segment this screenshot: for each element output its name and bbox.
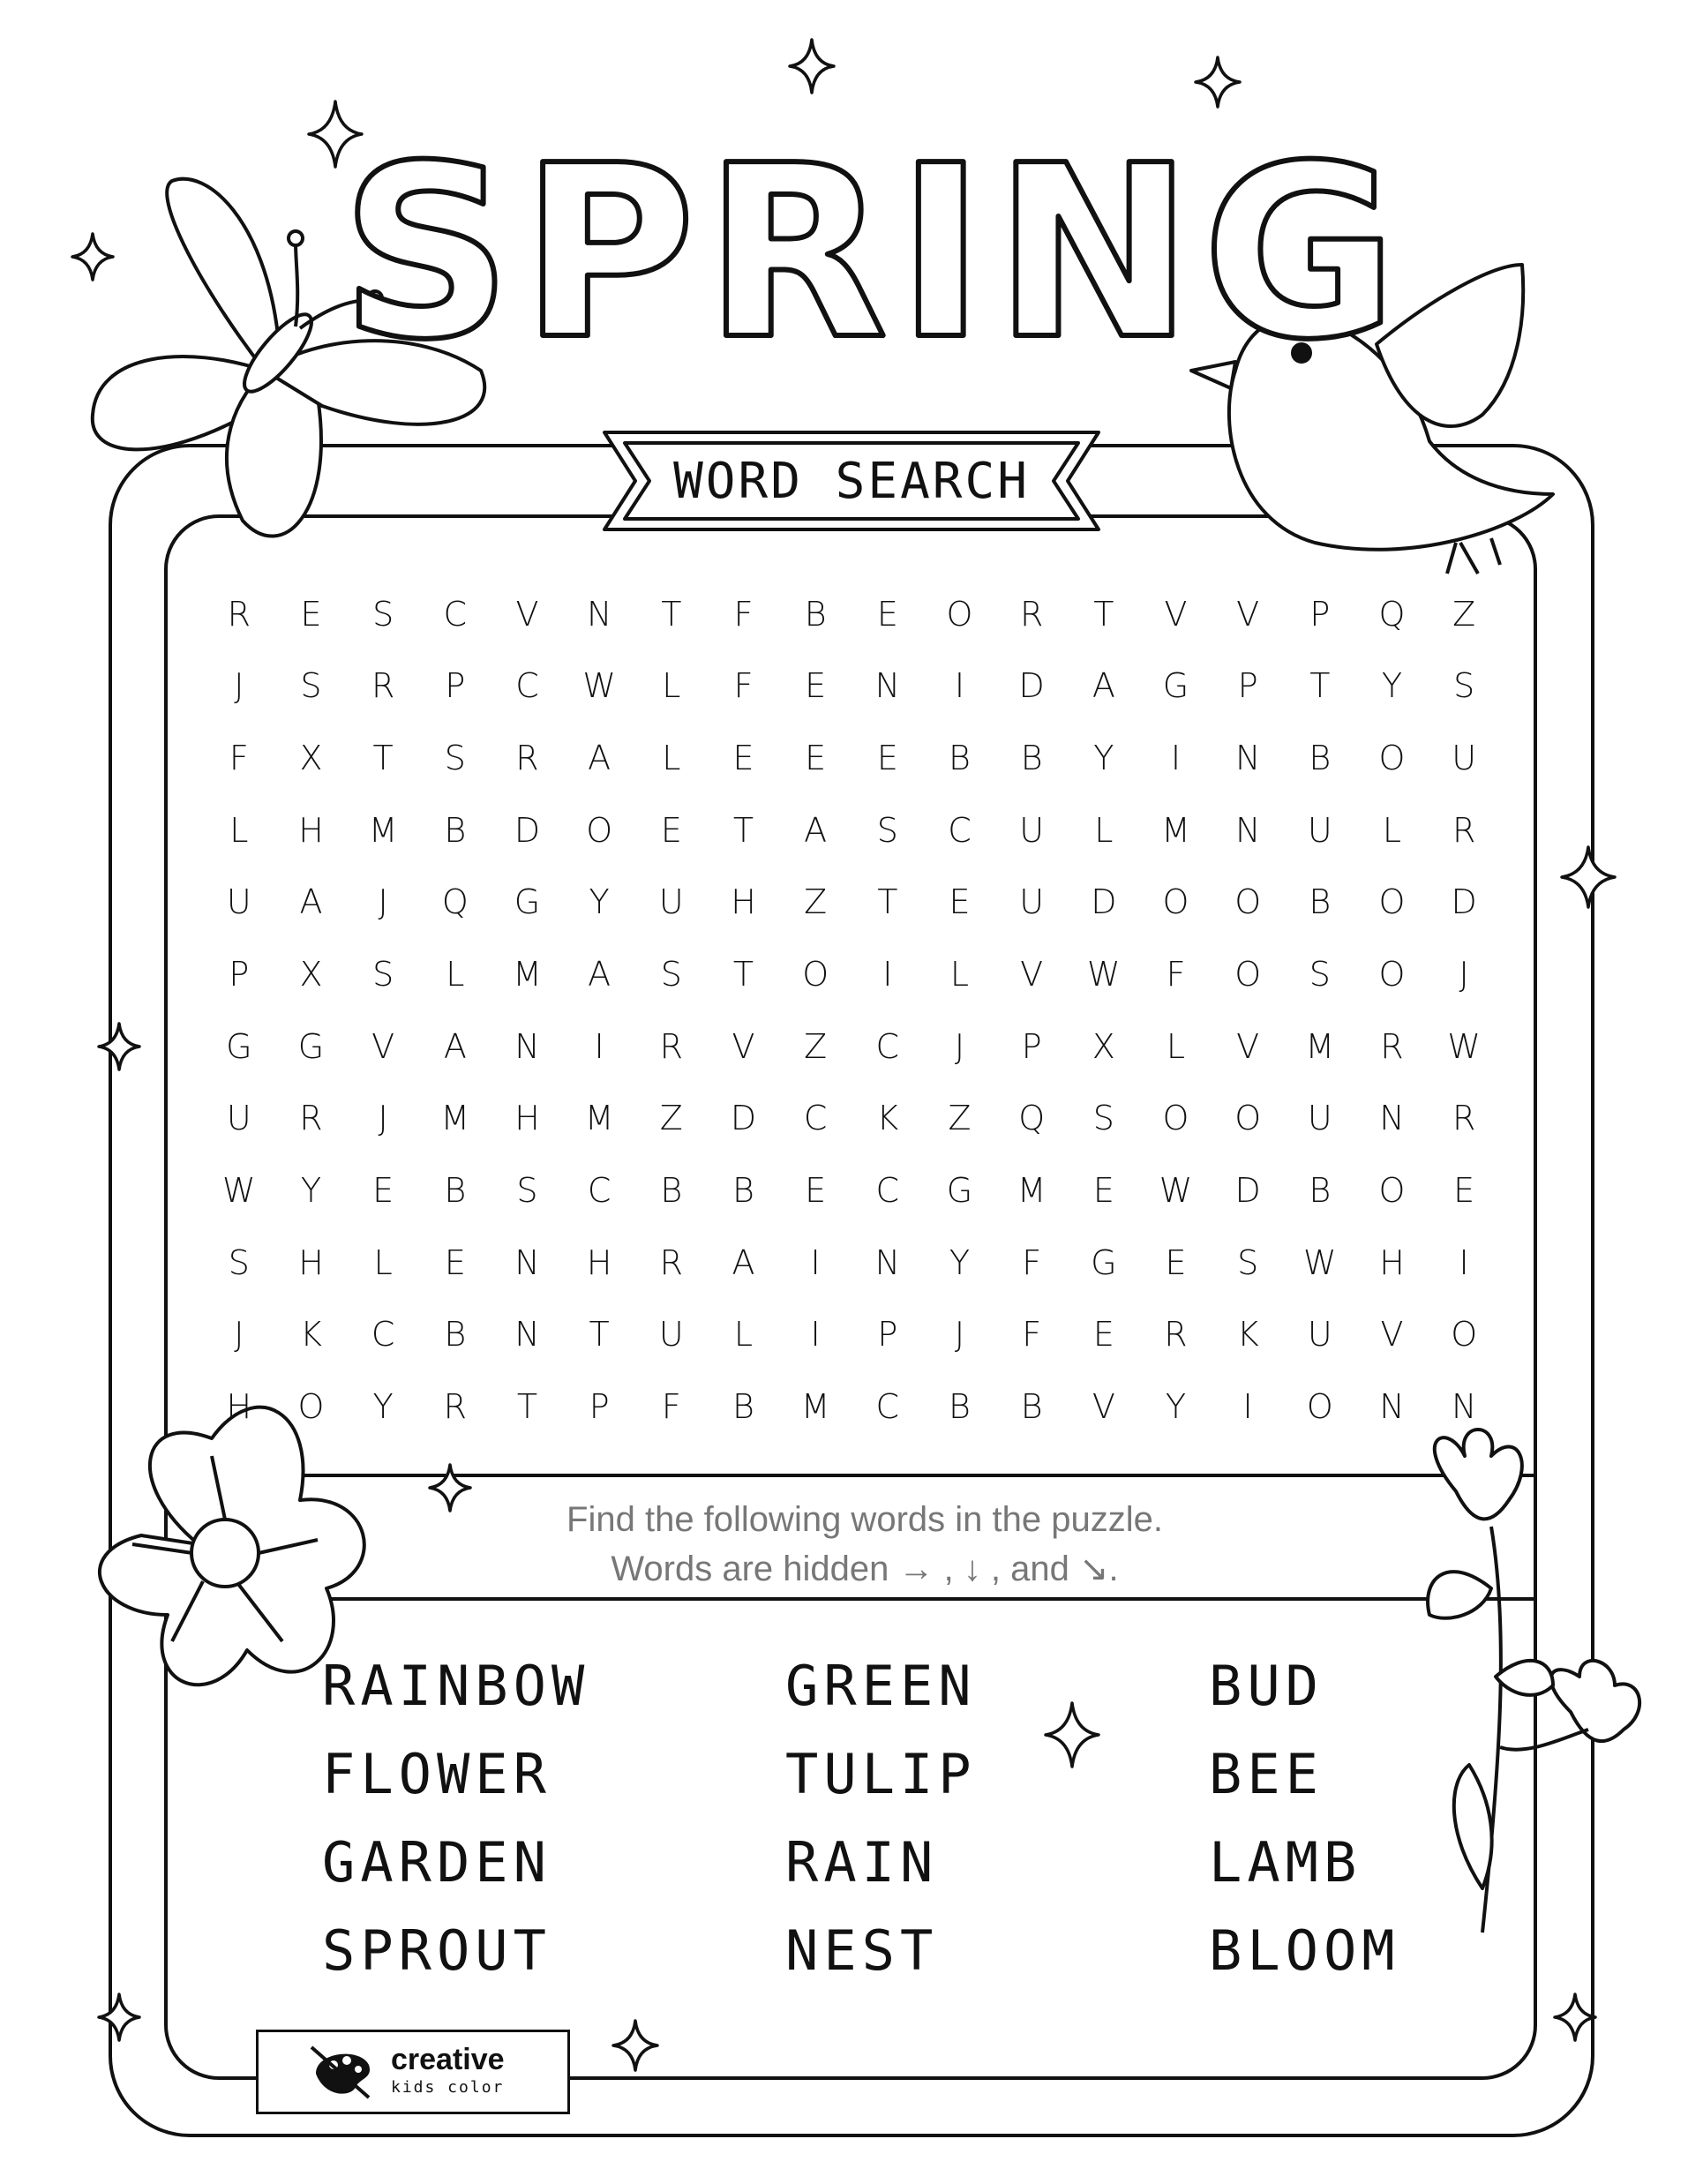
grid-cell[interactable]: B: [804, 594, 827, 634]
grid-cell[interactable]: O: [1234, 1099, 1262, 1138]
grid-cell[interactable]: F: [1166, 955, 1186, 994]
grid-cell[interactable]: H: [586, 1242, 612, 1282]
palette-icon: [307, 2043, 378, 2101]
grid-cell[interactable]: U: [226, 882, 251, 922]
grid-cell[interactable]: A: [443, 1026, 467, 1066]
grid-cell[interactable]: J: [954, 1026, 965, 1066]
grid-cell[interactable]: H: [731, 882, 756, 922]
grid-cell[interactable]: M: [1017, 1171, 1047, 1211]
grid-cell[interactable]: S: [1309, 955, 1331, 994]
grid-cell[interactable]: A: [731, 1242, 755, 1282]
grid-cell[interactable]: B: [660, 1171, 683, 1211]
grid-cell[interactable]: N: [1379, 1099, 1405, 1138]
grid-cell[interactable]: I: [810, 1242, 821, 1282]
grid-cell[interactable]: D: [1091, 882, 1117, 922]
grid-cell[interactable]: P: [229, 955, 250, 994]
grid-cell[interactable]: D: [514, 810, 541, 850]
word-list: [322, 1641, 1469, 1994]
grid-cell[interactable]: Y: [949, 1242, 971, 1282]
word-list-item: LAMB: [1209, 1829, 1362, 1895]
grid-cell[interactable]: R: [659, 1242, 684, 1282]
grid-cell[interactable]: X: [299, 739, 323, 778]
grid-cell[interactable]: R: [515, 739, 539, 778]
grid-cell[interactable]: F: [661, 1387, 681, 1427]
grid-cell[interactable]: C: [875, 1387, 900, 1427]
grid-cell[interactable]: S: [1237, 1242, 1259, 1282]
grid-cell[interactable]: T: [1093, 594, 1114, 634]
grid-cell[interactable]: S: [1092, 1099, 1114, 1138]
grid-cell[interactable]: L: [733, 1315, 754, 1355]
grid-cell[interactable]: N: [874, 1242, 901, 1282]
grid-cell[interactable]: Z: [948, 1099, 972, 1138]
grid-cell[interactable]: W: [222, 1171, 256, 1211]
grid-cell[interactable]: S: [444, 739, 466, 778]
grid-cell[interactable]: P: [1021, 1026, 1042, 1066]
grid-cell[interactable]: Z: [1452, 594, 1476, 634]
grid-cell[interactable]: G: [226, 1026, 252, 1066]
grid-cell[interactable]: I: [1459, 1242, 1469, 1282]
grid-cell[interactable]: S: [372, 955, 394, 994]
grid-cell[interactable]: O: [1378, 955, 1406, 994]
word-list-item: RAINBOW: [322, 1653, 590, 1718]
grid-cell[interactable]: O: [1378, 882, 1406, 922]
grid-cell[interactable]: Y: [1093, 739, 1114, 778]
grid-cell[interactable]: L: [1382, 810, 1402, 850]
grid-cell[interactable]: O: [1162, 1099, 1189, 1138]
grid-cell[interactable]: P: [1309, 594, 1331, 634]
grid-cell[interactable]: C: [948, 810, 972, 850]
grid-cell[interactable]: L: [1166, 1026, 1186, 1066]
grid-cell[interactable]: D: [1234, 1171, 1261, 1211]
grid-cell[interactable]: B: [444, 1315, 467, 1355]
grid-cell[interactable]: J: [234, 666, 244, 706]
grid-cell[interactable]: M: [513, 955, 542, 994]
grid-cell[interactable]: V: [1164, 594, 1188, 634]
grid-cell[interactable]: N: [514, 1242, 540, 1282]
grid-cell[interactable]: J: [1459, 955, 1469, 994]
grid-cell[interactable]: O: [1306, 1387, 1333, 1427]
grid-cell[interactable]: A: [588, 955, 611, 994]
word-search-grid: [203, 578, 1500, 1443]
grid-cell[interactable]: G: [1091, 1242, 1117, 1282]
grid-cell[interactable]: L: [662, 739, 681, 778]
page-title: [326, 115, 1421, 379]
grid-cell[interactable]: B: [732, 1171, 754, 1211]
grid-cell[interactable]: M: [1161, 810, 1190, 850]
grid-cell[interactable]: Y: [589, 882, 610, 922]
grid-cell[interactable]: P: [589, 1387, 610, 1427]
grid-cell[interactable]: V: [731, 1026, 755, 1066]
grid-cell[interactable]: B: [444, 810, 467, 850]
grid-cell[interactable]: G: [946, 1171, 973, 1211]
grid-cell[interactable]: B: [1309, 882, 1332, 922]
word-list-item: BEE: [1209, 1741, 1324, 1806]
grid-cell[interactable]: A: [1092, 666, 1115, 706]
grid-cell[interactable]: O: [1378, 1171, 1406, 1211]
grid-cell[interactable]: X: [1092, 1026, 1115, 1066]
word-list-item: SPROUT: [322, 1918, 551, 1983]
grid-cell[interactable]: L: [1094, 810, 1114, 850]
grid-cell[interactable]: Z: [804, 882, 828, 922]
grid-cell[interactable]: S: [1453, 666, 1475, 706]
grid-cell[interactable]: Q: [441, 882, 469, 922]
grid-cell[interactable]: T: [732, 955, 754, 994]
grid-cell[interactable]: O: [946, 594, 973, 634]
grid-cell[interactable]: T: [589, 1315, 610, 1355]
grid-cell[interactable]: E: [805, 739, 827, 778]
grid-cell[interactable]: O: [1162, 882, 1189, 922]
grid-cell[interactable]: R: [299, 1099, 323, 1138]
grid-cell[interactable]: T: [516, 1387, 538, 1427]
brand-logo: [256, 2030, 570, 2114]
grid-cell[interactable]: F: [733, 594, 754, 634]
grid-cell[interactable]: B: [1020, 739, 1043, 778]
grid-cell[interactable]: P: [1237, 666, 1258, 706]
grid-cell[interactable]: I: [810, 1315, 821, 1355]
grid-cell[interactable]: V: [1020, 955, 1044, 994]
grid-cell[interactable]: D: [730, 1099, 757, 1138]
grid-cell[interactable]: O: [1234, 955, 1262, 994]
grid-cell[interactable]: O: [1234, 882, 1262, 922]
grid-cell[interactable]: E: [876, 739, 898, 778]
grid-cell[interactable]: H: [226, 1387, 252, 1427]
grid-cell[interactable]: V: [1236, 594, 1260, 634]
grid-cell[interactable]: E: [876, 594, 898, 634]
grid-cell[interactable]: A: [299, 882, 323, 922]
grid-cell[interactable]: H: [1379, 1242, 1405, 1282]
grid-cell[interactable]: H: [298, 1242, 324, 1282]
grid-cell[interactable]: K: [876, 1099, 899, 1138]
word-list-item: GREEN: [785, 1653, 977, 1718]
grid-cell[interactable]: N: [586, 594, 612, 634]
grid-cell[interactable]: C: [371, 1315, 395, 1355]
grid-cell[interactable]: Q: [1378, 594, 1406, 634]
grid-cell[interactable]: L: [662, 666, 681, 706]
grid-cell[interactable]: G: [297, 1026, 325, 1066]
grid-cell[interactable]: P: [877, 1315, 898, 1355]
grid-cell[interactable]: N: [1234, 810, 1261, 850]
grid-cell[interactable]: T: [1309, 666, 1331, 706]
grid-cell[interactable]: M: [584, 1099, 614, 1138]
grid-cell[interactable]: T: [661, 594, 682, 634]
logo-subtext: kids color: [391, 2078, 505, 2097]
grid-cell[interactable]: O: [802, 955, 829, 994]
grid-cell[interactable]: I: [1242, 1387, 1253, 1427]
grid-cell[interactable]: Y: [1165, 1387, 1187, 1427]
grid-cell[interactable]: B: [732, 1387, 754, 1427]
grid-cell[interactable]: S: [876, 810, 898, 850]
grid-cell[interactable]: T: [877, 882, 898, 922]
grid-cell[interactable]: O: [586, 810, 613, 850]
grid-cell[interactable]: M: [368, 810, 398, 850]
grid-cell[interactable]: C: [875, 1026, 900, 1066]
grid-cell[interactable]: M: [440, 1099, 470, 1138]
grid-cell[interactable]: C: [443, 594, 468, 634]
grid-cell[interactable]: N: [514, 1026, 540, 1066]
grid-cell[interactable]: J: [234, 1315, 244, 1355]
grid-cell[interactable]: B: [949, 1387, 971, 1427]
logo-word: creative: [391, 2043, 505, 2076]
grid-cell[interactable]: U: [658, 882, 684, 922]
grid-cell[interactable]: I: [882, 955, 893, 994]
grid-cell[interactable]: W: [1447, 1026, 1481, 1066]
grid-cell[interactable]: N: [514, 1315, 540, 1355]
grid-cell[interactable]: E: [1092, 1315, 1114, 1355]
grid-cell[interactable]: F: [229, 739, 249, 778]
grid-cell[interactable]: T: [732, 810, 754, 850]
grid-cell[interactable]: W: [582, 666, 616, 706]
grid-cell[interactable]: W: [1303, 1242, 1337, 1282]
grid-cell[interactable]: E: [1453, 1171, 1475, 1211]
grid-cell[interactable]: V: [1380, 1315, 1404, 1355]
grid-cell[interactable]: R: [443, 1387, 468, 1427]
grid-cell[interactable]: S: [372, 594, 394, 634]
grid-cell[interactable]: E: [1165, 1242, 1187, 1282]
grid-cell[interactable]: E: [732, 739, 754, 778]
grid-cell[interactable]: E: [805, 1171, 827, 1211]
grid-cell[interactable]: A: [804, 810, 828, 850]
grid-cell[interactable]: S: [228, 1242, 250, 1282]
grid-cell[interactable]: P: [445, 666, 466, 706]
grid-cell[interactable]: I: [1170, 739, 1182, 778]
word-list-item: BUD: [1209, 1653, 1324, 1718]
grid-cell[interactable]: Y: [300, 1171, 322, 1211]
grid-cell[interactable]: H: [514, 1099, 540, 1138]
grid-cell[interactable]: L: [373, 1242, 393, 1282]
grid-cell[interactable]: I: [594, 1026, 604, 1066]
grid-cell[interactable]: V: [515, 594, 539, 634]
grid-cell[interactable]: R: [1452, 1099, 1476, 1138]
grid-cell[interactable]: R: [659, 1026, 684, 1066]
grid-cell[interactable]: E: [805, 666, 827, 706]
grid-cell[interactable]: K: [1236, 1315, 1259, 1355]
grid-cell[interactable]: E: [444, 1242, 466, 1282]
grid-cell[interactable]: O: [1451, 1315, 1478, 1355]
grid-cell[interactable]: U: [1307, 1099, 1332, 1138]
grid-cell[interactable]: E: [300, 594, 322, 634]
grid-cell[interactable]: H: [298, 810, 324, 850]
grid-cell[interactable]: L: [229, 810, 249, 850]
grid-cell[interactable]: B: [1020, 1387, 1043, 1427]
grid-cell[interactable]: K: [300, 1315, 322, 1355]
grid-cell[interactable]: S: [300, 666, 322, 706]
grid-cell[interactable]: V: [371, 1026, 395, 1066]
grid-cell[interactable]: R: [1452, 810, 1476, 850]
grid-cell[interactable]: G: [514, 882, 541, 922]
grid-cell[interactable]: R: [1164, 1315, 1188, 1355]
grid-cell[interactable]: F: [1022, 1242, 1042, 1282]
grid-cell[interactable]: R: [371, 666, 395, 706]
grid-cell[interactable]: S: [516, 1171, 538, 1211]
grid-cell[interactable]: A: [588, 739, 611, 778]
grid-cell[interactable]: D: [1451, 882, 1477, 922]
word-list-item: TULIP: [785, 1741, 977, 1806]
grid-cell[interactable]: M: [800, 1387, 830, 1427]
grid-cell[interactable]: R: [1380, 1026, 1404, 1066]
grid-cell[interactable]: R: [227, 594, 251, 634]
grid-cell[interactable]: I: [954, 666, 965, 706]
grid-cell[interactable]: J: [954, 1315, 965, 1355]
grid-cell[interactable]: D: [1018, 666, 1045, 706]
banner-label: WORD SEARCH: [673, 452, 1030, 510]
grid-cell[interactable]: V: [1236, 1026, 1260, 1066]
grid-cell[interactable]: E: [372, 1171, 394, 1211]
word-list-item: RAIN: [785, 1829, 939, 1895]
grid-cell[interactable]: C: [587, 1171, 611, 1211]
page-title-text: SPRING: [340, 115, 1407, 379]
grid-cell[interactable]: B: [1309, 1171, 1332, 1211]
grid-cell[interactable]: Y: [1381, 666, 1403, 706]
word-list-item: NEST: [785, 1918, 939, 1983]
grid-cell[interactable]: C: [803, 1099, 828, 1138]
grid-cell[interactable]: U: [1452, 739, 1477, 778]
grid-cell[interactable]: X: [299, 955, 323, 994]
grid-cell[interactable]: U: [1307, 810, 1332, 850]
grid-cell[interactable]: N: [1451, 1387, 1477, 1427]
grid-cell[interactable]: U: [658, 1315, 684, 1355]
grid-cell[interactable]: U: [1019, 810, 1045, 850]
grid-cell[interactable]: W: [1159, 1171, 1193, 1211]
grid-cell[interactable]: R: [1019, 594, 1044, 634]
grid-cell[interactable]: O: [1378, 739, 1406, 778]
word-list-item: FLOWER: [322, 1741, 551, 1806]
word-list-item: BLOOM: [1209, 1918, 1400, 1983]
grid-cell[interactable]: O: [297, 1387, 325, 1427]
grid-cell[interactable]: B: [949, 739, 971, 778]
grid-cell[interactable]: L: [446, 955, 465, 994]
grid-cell[interactable]: N: [1379, 1387, 1405, 1427]
grid-cell[interactable]: U: [1019, 882, 1045, 922]
grid-cell[interactable]: W: [1087, 955, 1121, 994]
grid-cell[interactable]: E: [949, 882, 971, 922]
grid-cell[interactable]: J: [378, 882, 388, 922]
grid-cell[interactable]: J: [378, 1099, 388, 1138]
grid-cell[interactable]: B: [444, 1171, 467, 1211]
grid-cell[interactable]: Z: [804, 1026, 828, 1066]
grid-cell[interactable]: C: [875, 1171, 900, 1211]
grid-cell[interactable]: U: [1307, 1315, 1332, 1355]
grid-cell[interactable]: G: [1162, 666, 1189, 706]
grid-cell[interactable]: S: [660, 955, 682, 994]
grid-cell[interactable]: Z: [659, 1099, 683, 1138]
grid-cell[interactable]: C: [515, 666, 539, 706]
grid-cell[interactable]: Q: [1018, 1099, 1046, 1138]
grid-cell[interactable]: E: [1092, 1171, 1114, 1211]
grid-cell[interactable]: F: [1022, 1315, 1042, 1355]
grid-cell[interactable]: L: [949, 955, 970, 994]
instructions-line-2: Words are hidden → , ↓ , and ↘.: [611, 1550, 1119, 1588]
instructions-line-1: Find the following words in the puzzle.: [566, 1500, 1163, 1539]
grid-cell[interactable]: M: [1305, 1026, 1335, 1066]
grid-cell[interactable]: N: [874, 666, 901, 706]
grid-cell[interactable]: B: [1309, 739, 1332, 778]
grid-cell[interactable]: N: [1234, 739, 1261, 778]
grid-cell[interactable]: V: [1092, 1387, 1115, 1427]
grid-cell[interactable]: U: [226, 1099, 251, 1138]
grid-cell[interactable]: F: [733, 666, 754, 706]
grid-cell[interactable]: T: [372, 739, 394, 778]
grid-cell[interactable]: E: [660, 810, 682, 850]
word-list-item: GARDEN: [322, 1829, 551, 1895]
grid-cell[interactable]: Y: [372, 1387, 394, 1427]
